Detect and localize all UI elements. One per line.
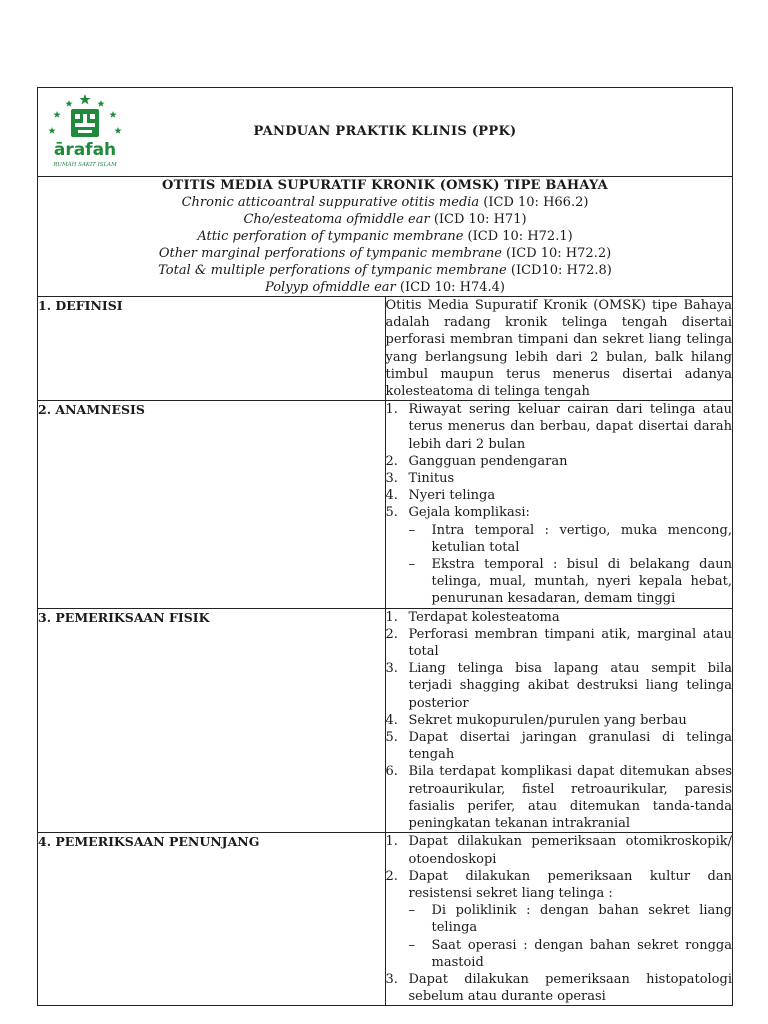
topic-title: OTITIS MEDIA SUPURATIF KRONIK (OMSK) TIPE BAHAYA <box>162 178 608 193</box>
svg-text:RUMAH SAKIT ISLAM: RUMAH SAKIT ISLAM <box>53 162 117 168</box>
section-pemeriksaan-fisik <box>38 608 733 833</box>
section-label: 4. PEMERIKSAAN PENUNJANG <box>38 833 386 1006</box>
sub-list <box>409 902 733 971</box>
icd-line: Other marginal perforations of tympanic membrane (ICD 10: H72.2) <box>158 246 612 261</box>
list-item: 3. Liang telinga bisa lapang atau sempit bila terjadi shagging akibat destruksi liang telinga posterior <box>385 661 732 711</box>
section-content <box>385 833 733 1006</box>
ppk-document <box>37 87 733 1006</box>
sub-list <box>409 522 733 608</box>
ppk-table <box>37 87 733 1006</box>
topic-row <box>38 177 733 297</box>
list-item: 4. Nyeri telinga <box>385 488 496 504</box>
sub-item: – Intra temporal : vertigo, muka mencong, ketulian total <box>408 522 732 555</box>
list-item: 2. Dapat dilakukan pemeriksaan kultur dan resistensi sekret liang telinga : – Di poliklinik : dengan bahan sekret liang telinga – Saat operasi : dengan bahan sekret rongga mastoid <box>385 868 732 970</box>
list-item: 6. Bila terdapat komplikasi dapat ditemukan abses retroaurikular, fistel retroaurikular, paresis fasialis perifer, atau ditemukan tanda-tanda peningkatan tekanan intrakranial <box>385 764 732 832</box>
icd-line: Polyyp ofmiddle ear (ICD 10: H74.4) <box>264 280 505 295</box>
list-item: 1. Dapat dilakukan pemeriksaan otomikroskopik/ otoendoskopi <box>385 834 732 867</box>
list-item: 1. Riwayat sering keluar cairan dari telinga atau terus menerus dan berbau, dapat disertai darah lebih dari 2 bulan <box>385 402 732 452</box>
svg-text:ārafah: ārafah <box>53 140 117 160</box>
sub-item: – Di poliklinik : dengan bahan sekret liang telinga <box>408 903 732 936</box>
section-anamnesis <box>38 401 733 608</box>
list-item: 3. Tinitus <box>385 471 455 487</box>
numbered-list <box>386 833 733 1005</box>
header-row <box>38 88 733 177</box>
numbered-list <box>386 609 733 833</box>
list-item: 3. Dapat dilakukan pemeriksaan histopatologi sebelum atau durante operasi <box>385 971 732 1005</box>
numbered-list <box>386 401 733 607</box>
section-label: 1. DEFINISI <box>38 297 386 401</box>
icd-line: Cho/esteatoma ofmiddle ear (ICD 10: H71) <box>243 212 527 227</box>
icd-line: Chronic atticoantral suppurative otitis media (ICD 10: H66.2) <box>181 195 589 210</box>
list-item: 5. Gejala komplikasi: – Intra temporal : vertigo, muka mencong, ketulian total – Ekstra temporal : bisul di belakang daun telinga, mual, muntah, nyeri kepala hebat, penurunan kesadaran, demam tinggi <box>385 505 732 607</box>
sub-item: – Ekstra temporal : bisul di belakang daun telinga, mual, muntah, nyeri kepala hebat, penurunan kesadaran, demam tinggi <box>408 557 732 607</box>
list-item: 5. Dapat disertai jaringan granulasi di telinga tengah <box>385 730 732 763</box>
section-content <box>385 401 733 608</box>
list-item: 2. Gangguan pendengaran <box>385 453 568 469</box>
icd-line: Attic perforation of tympanic membrane (ICD 10: H72.1) <box>197 229 573 244</box>
section-content <box>385 608 733 833</box>
document-title: PANDUAN PRAKTIK KLINIS (PPK) <box>253 124 517 139</box>
topic-cell <box>38 177 733 297</box>
section-label: 3. PEMERIKSAAN FISIK <box>38 608 386 833</box>
list-item: 1. Terdapat kolesteatoma <box>385 609 560 625</box>
sub-item: – Saat operasi : dengan bahan sekret rongga mastoid <box>408 937 732 970</box>
list-item: 2. Perforasi membran timpani atik, marginal atau total <box>385 626 732 660</box>
section-definisi <box>38 297 733 401</box>
section-content <box>385 297 733 401</box>
definition-text: Otitis Media Supuratif Kronik (OMSK) tipe Bahaya adalah radang kronik telinga tengah disertai perforasi membran timpani dan sekret liang telinga yang berlangsung lebih dari 2 bulan, balk hilang timbul maupun terus menerus disertai adanya kolesteatoma di telinga tengah <box>385 298 732 400</box>
header-cell <box>38 88 733 177</box>
list-item: 4. Sekret mukopurulen/purulen yang berbau <box>385 712 687 728</box>
section-label: 2. ANAMNESIS <box>38 401 386 608</box>
icd-line: Total & multiple perforations of tympanic membrane (ICD10: H72.8) <box>158 263 612 278</box>
section-pemeriksaan-penunjang <box>38 833 733 1006</box>
